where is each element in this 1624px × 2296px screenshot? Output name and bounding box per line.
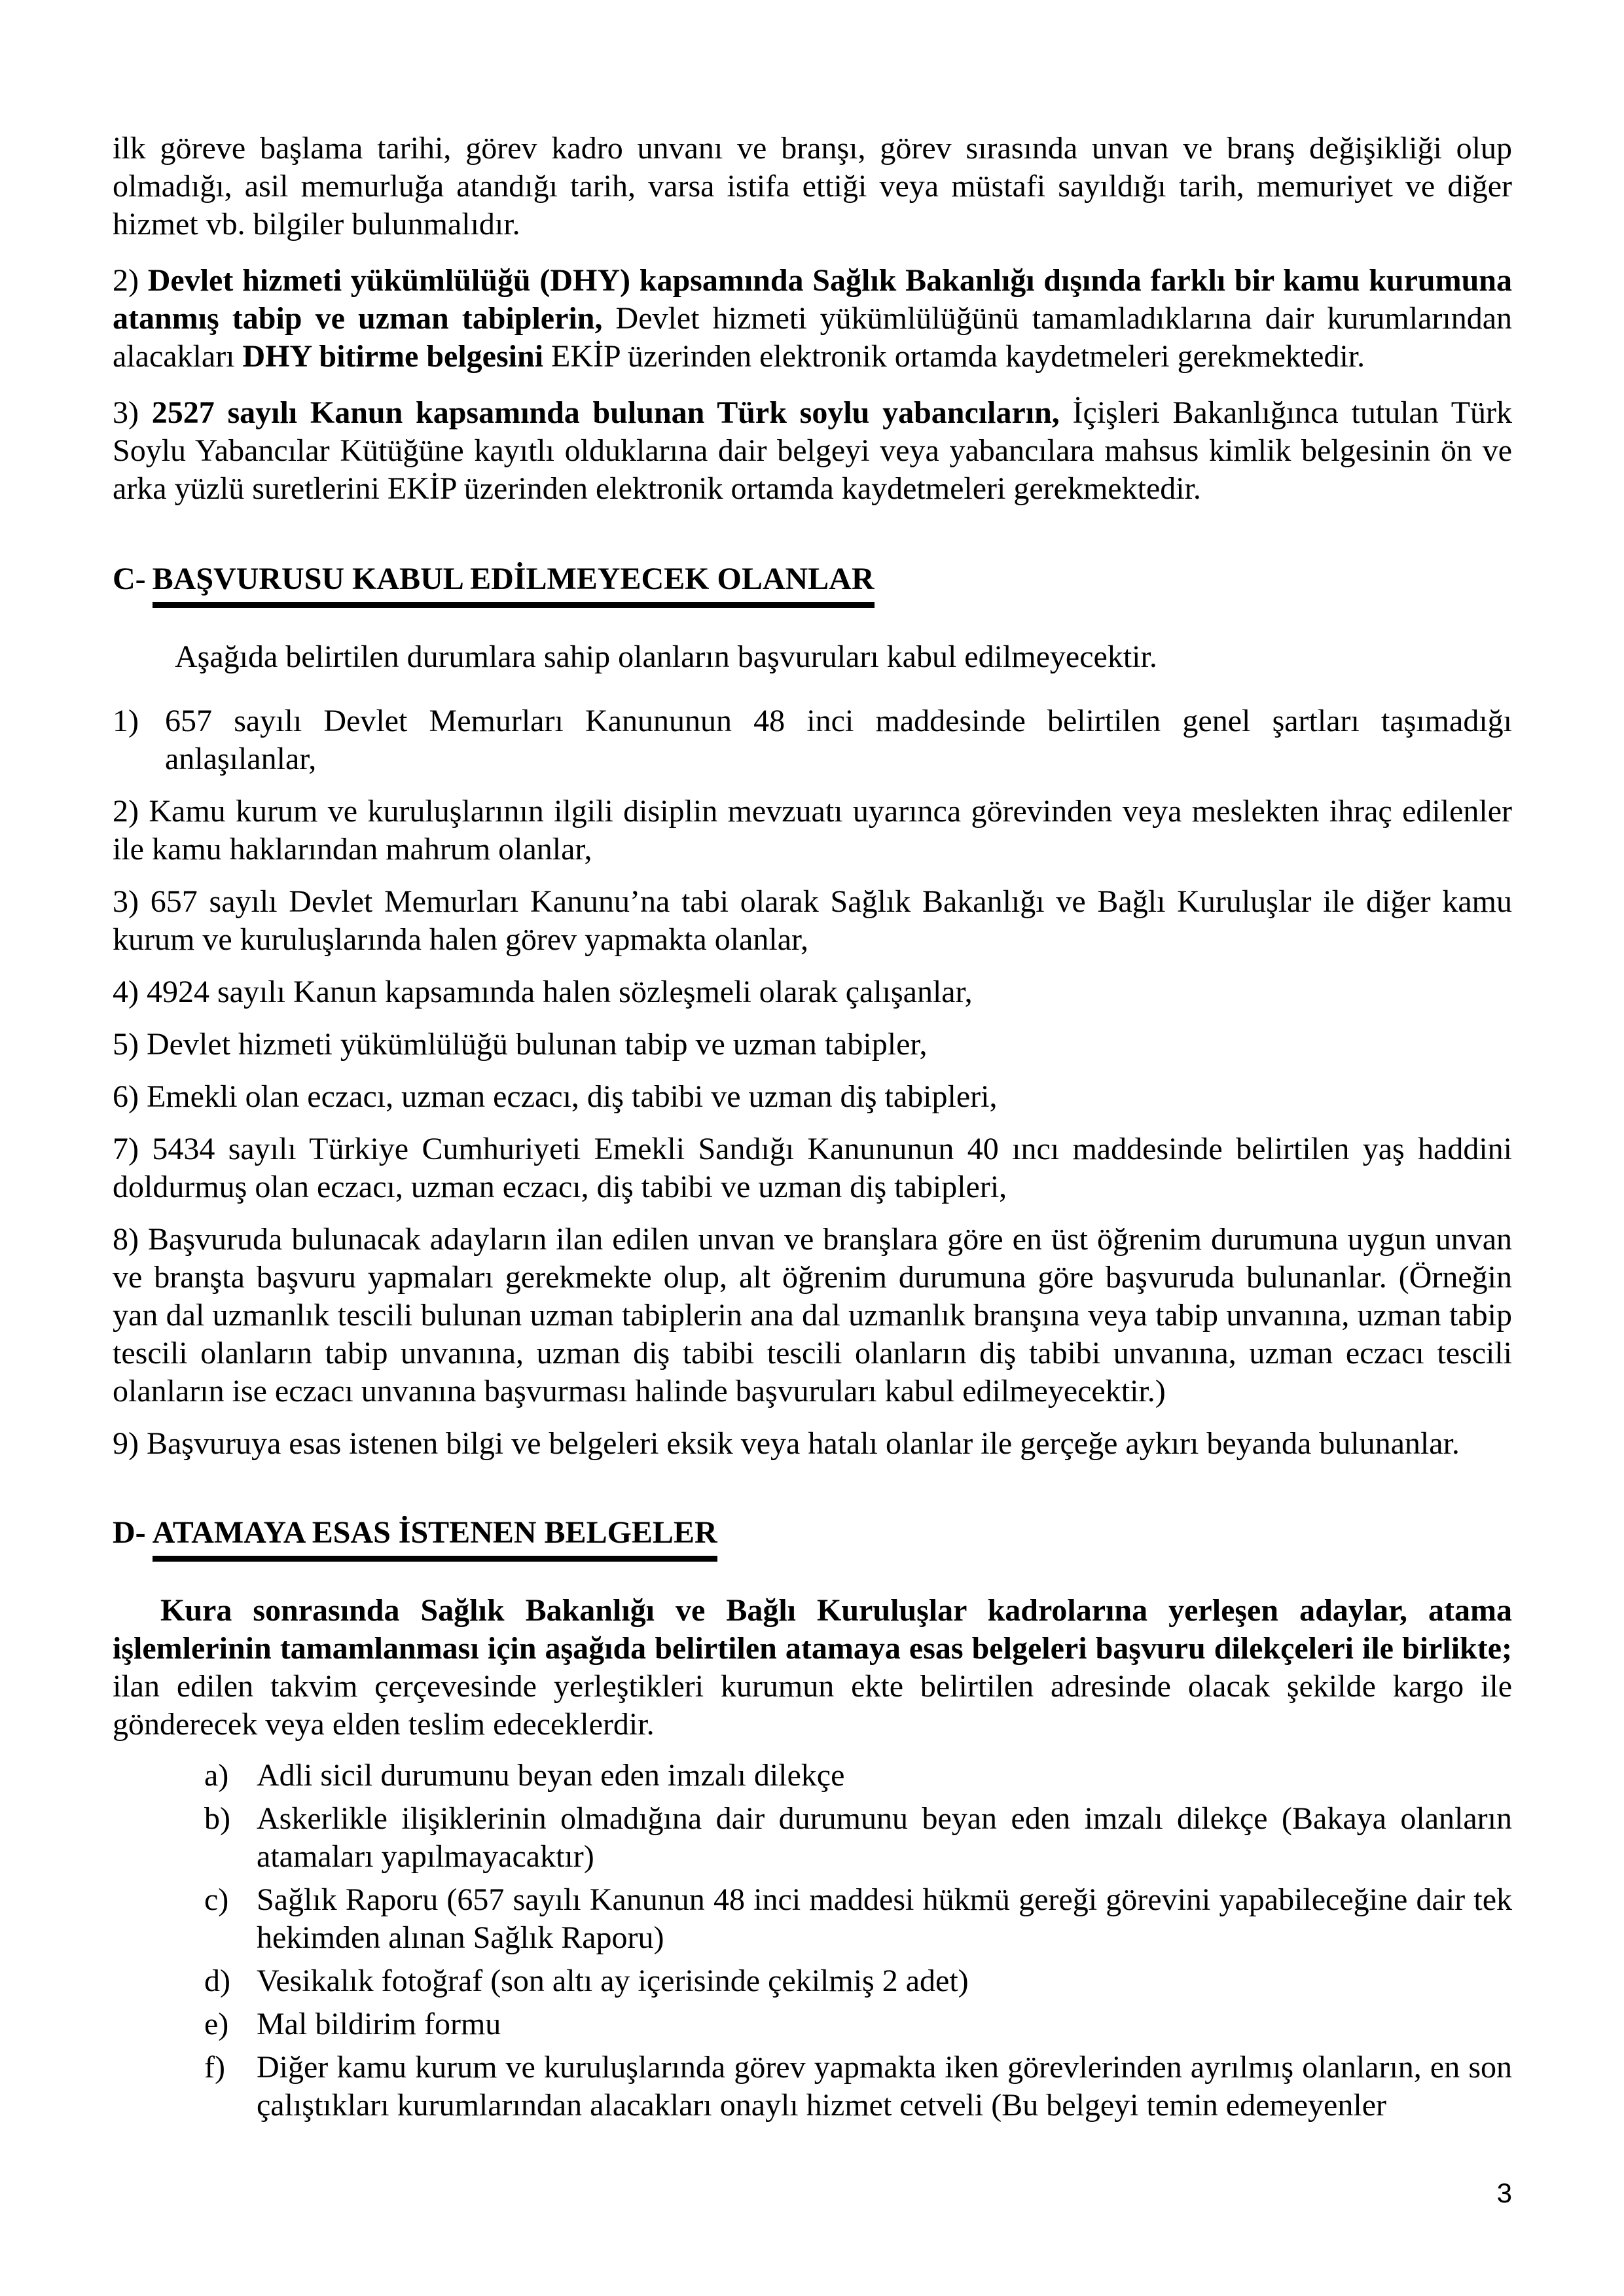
list-item-text: Askerlikle ilişiklerinin olmadığına dair durumunu beyan eden imzalı dilekçe (Bakaya olanların atamaları yapılmayacaktır)	[257, 1801, 1512, 1874]
list-marker: b)	[204, 1801, 230, 1836]
section-c-title: BAŞVURUSU KABUL EDİLMEYECEK OLANLAR	[153, 560, 875, 608]
attachment-item-c	[204, 1881, 1512, 1957]
list-item-text: Başvuruya esas istenen bilgi ve belgeleri eksik veya hatalı olanlar ile gerçeğe aykırı beyanda bulunanlar.	[146, 1426, 1460, 1461]
attachment-list	[113, 1757, 1512, 2125]
page-number: 3	[1496, 2178, 1512, 2208]
list-marker: c)	[204, 1882, 229, 1917]
attachment-item-a	[204, 1757, 1512, 1795]
list-marker: 7)	[113, 1132, 139, 1166]
document-content	[113, 130, 1512, 2125]
section-d-title: ATAMAYA ESAS İSTENEN BELGELER	[153, 1514, 717, 1562]
attachment-item-f	[204, 2049, 1512, 2125]
list-marker: f)	[204, 2050, 225, 2085]
list-item-text: Sağlık Raporu (657 sayılı Kanunun 48 inci maddesi hükmü gereği görevini yapabileceğine dair tek hekimden alınan Sağlık Raporu)	[257, 1882, 1512, 1955]
list-item-text: Devlet hizmeti yükümlülüğü bulunan tabip ve uzman tabipler,	[146, 1027, 928, 1062]
list-marker: 6)	[113, 1079, 139, 1114]
attachment-item-b	[204, 1800, 1512, 1876]
list-item-text: Vesikalık fotoğraf (son altı ay içerisinde çekilmiş 2 adet)	[257, 1964, 969, 1998]
list-marker: a)	[204, 1758, 229, 1793]
list-item-text: Emekli olan eczacı, uzman eczacı, diş tabibi ve uzman diş tabipleri,	[146, 1079, 998, 1114]
paragraph-continuation: ilk göreve başlama tarihi, görev kadro unvanı ve branşı, görev sırasında unvan ve branş değişikliği olup olmadığı, asil memurluğa atandığı tarih, varsa istifa ettiği veya müstafi sayıldığı tarih, memuriyet ve diğer hizmet vb. bilgiler bulunmalıdır.	[113, 131, 1512, 242]
c-list-item-4	[113, 973, 1512, 1011]
section-d-lead: Kura sonrasında Sağlık Bakanlığı ve Bağlı Kuruluşlar kadrolarına yerleşen adaylar, atama işlemlerinin tamamlanması için aşağıda belirtilen atamaya esas belgeleri başvuru dilekçeleri ile birlikte; ilan edilen takvim çerçevesinde yerleştikleri kurumun ekte belirtilen adresinde olacak şekilde kargo ile gönderecek veya elden teslim edeceklerdir.	[113, 1593, 1512, 1742]
list-marker: 8)	[113, 1222, 139, 1257]
list-marker: e)	[204, 2007, 229, 2041]
section-c-letter: C-	[113, 562, 146, 596]
attachment-item-e	[204, 2005, 1512, 2043]
list-item-text: Diğer kamu kurum ve kuruluşlarında görev yapmakta iken görevlerinden ayrılmış olanların, en son çalıştıkları kurumlarından alacakları onaylı hizmet cetveli (Bu belgeyi temin edemeyenler	[257, 2050, 1512, 2123]
section-c-heading	[113, 560, 1512, 608]
section-c-lead: Aşağıda belirtilen durumlara sahip olanların başvuruları kabul edilmeyecektir.	[175, 639, 1157, 674]
c-list-item-5	[113, 1026, 1512, 1064]
list-item-text: Mal bildirim formu	[257, 2007, 501, 2041]
list-item-text: 4924 sayılı Kanun kapsamında halen sözleşmeli olarak çalışanlar,	[146, 975, 973, 1009]
c-list-item-2	[113, 793, 1512, 869]
c-list-item-6	[113, 1078, 1512, 1116]
list-marker: 1)	[113, 704, 139, 738]
list-marker: 5)	[113, 1027, 139, 1062]
list-item-text: Adli sicil durumunu beyan eden imzalı dilekçe	[257, 1758, 845, 1793]
c-list-item-3	[113, 883, 1512, 959]
paragraph-item-3-turkish-descent: 3) 2527 sayılı Kanun kapsamında bulunan Türk soylu yabancıların, İçişleri Bakanlığınca tutulan Türk Soylu Yabancılar Kütüğüne kayıtlı olduklarına dair belgeyi veya yabancılara mahsus kimlik belgesinin ön ve arka yüzlü suretlerini EKİP üzerinden elektronik ortamda kaydetmeleri gerekmektedir.	[113, 395, 1512, 506]
c-list-item-8	[113, 1221, 1512, 1410]
c-list-item-7	[113, 1130, 1512, 1206]
paragraph-item-2-dhy: 2) Devlet hizmeti yükümlülüğü (DHY) kapsamında Sağlık Bakanlığı dışında farklı bir kamu kurumuna atanmış tabip ve uzman tabiplerin, Devlet hizmeti yükümlülüğünü tamamladıklarına dair kurumlarından alacakları DHY bitirme belgesini EKİP üzerinden elektronik ortamda kaydetmeleri gerekmektedir.	[113, 263, 1513, 374]
list-item-text: 657 sayılı Devlet Memurları Kanunu’na tabi olarak Sağlık Bakanlığı ve Bağlı Kuruluşlar ile diğer kamu kurum ve kuruluşlarında halen görev yapmakta olanlar,	[113, 884, 1513, 957]
list-item-text: Başvuruda bulunacak adayların ilan edilen unvan ve branşlara göre en üst öğrenim durumuna uygun unvan ve branşta başvuru yapmaları gerekmekte olup, alt öğrenim durumuna göre başvuruda bulunanlar. (Örneğin yan dal uzmanlık tescili bulunan uzman tabiplerin ana dal uzmanlık branşına veya tabip unvanına, uzman tabip tescili olanların tabip unvanına, uzman diş tabibi tescili olanların diş tabibi unvanına, uzman eczacı tescili olanların ise eczacı unvanına başvurması halinde başvuruları kabul edilmeyecektir.)	[113, 1222, 1513, 1408]
list-marker: 9)	[113, 1426, 139, 1461]
c-list-item-1	[113, 702, 1512, 778]
list-marker: 3)	[113, 884, 139, 919]
list-item-text: 657 sayılı Devlet Memurları Kanununun 48 inci maddesinde belirtilen genel şartları taşımadığı anlaşılanlar,	[165, 704, 1512, 776]
list-marker: 4)	[113, 975, 139, 1009]
c-list-item-9	[113, 1425, 1512, 1463]
list-item-text: Kamu kurum ve kuruluşlarının ilgili disiplin mevzuatı uyarınca görevinden veya meslekten ihraç edilenler ile kamu haklarından mahrum olanlar,	[113, 794, 1513, 867]
attachment-item-d	[204, 1962, 1512, 2000]
section-d-letter: D-	[113, 1515, 146, 1550]
section-d-heading	[113, 1514, 1512, 1562]
list-marker: 2)	[113, 794, 139, 829]
list-marker: d)	[204, 1964, 230, 1998]
list-item-text: 5434 sayılı Türkiye Cumhuriyeti Emekli Sandığı Kanununun 40 ıncı maddesinde belirtilen yaş haddini doldurmuş olan eczacı, uzman eczacı, diş tabibi ve uzman diş tabipleri,	[113, 1132, 1513, 1204]
